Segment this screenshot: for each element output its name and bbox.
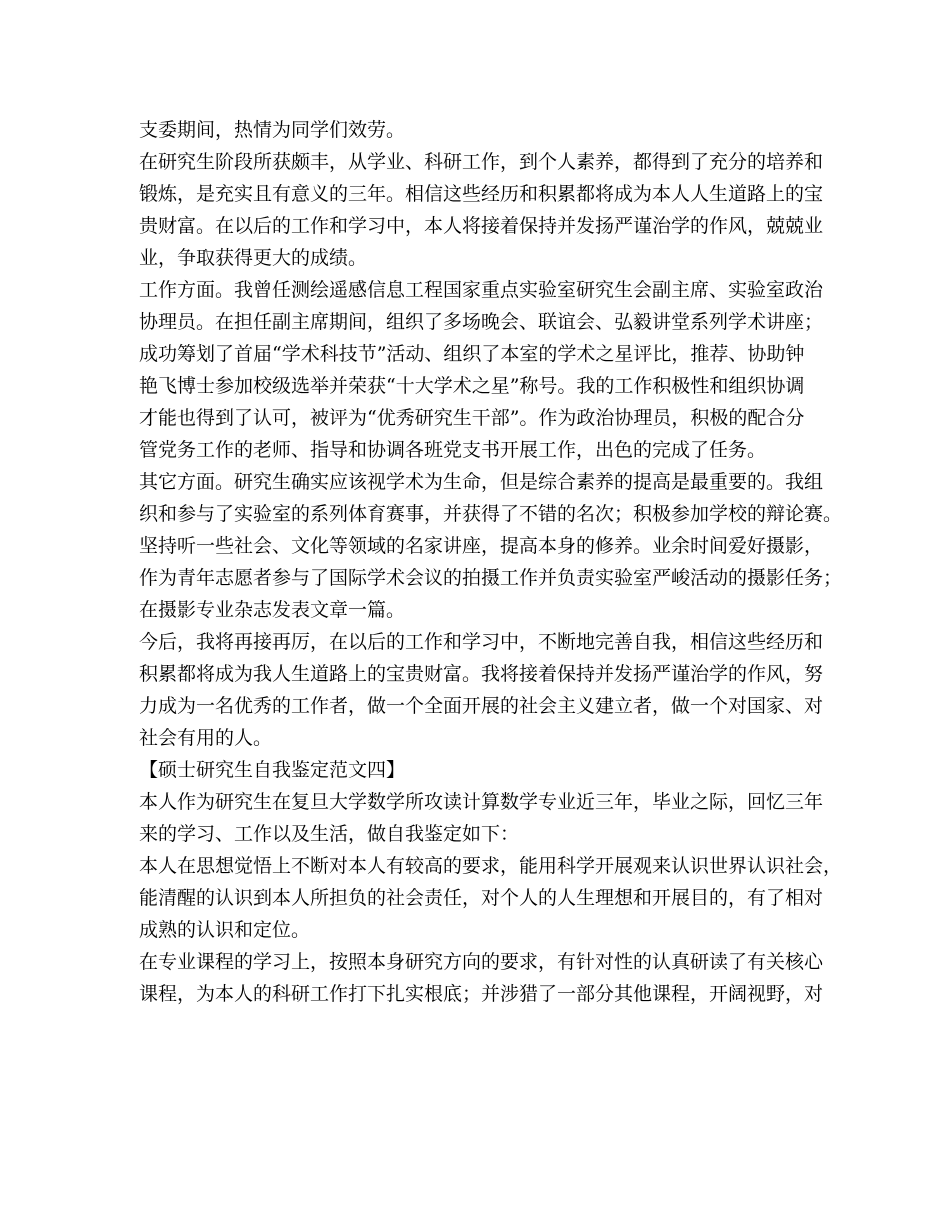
text-line: 今后，我将再接再厉，在以后的工作和学习中，不断地完善自我，相信这些经历和 (139, 631, 824, 653)
text-line: 在摄影专业杂志发表文章一篇。 (139, 599, 406, 621)
text-line: 管党务工作的老师、指导和协调各班党支书开展工作，出色的完成了任务。 (139, 439, 767, 461)
text-line: 作为青年志愿者参与了国际学术会议的拍摄工作并负责实验室严峻活动的摄影任务； (139, 567, 843, 589)
text-line: 课程，为本人的科研工作打下扎实根底；并涉猎了一部分其他课程，开阔视野，对 (139, 983, 824, 1005)
text-line: 坚持听一些社会、文化等领域的名家讲座，提高本身的修养。业余时间爱好摄影， (139, 535, 824, 557)
text-line: 贵财富。在以后的工作和学习中，本人将接着保持并发扬严谨治学的作风，兢兢业 (139, 215, 824, 237)
text-line: 艳飞博士参加校级选举并荣获“十大学术之星”称号。我的工作积极性和组织协调 (139, 375, 805, 397)
text-line: 来的学习、工作以及生活，做自我鉴定如下： (139, 823, 520, 845)
text-line: 其它方面。研究生确实应该视学术为生命，但是综合素养的提高是最重要的。我组 (139, 471, 824, 493)
text-line: 才能也得到了认可，被评为“优秀研究生干部”。作为政治协理员，积极的配合分 (139, 407, 805, 429)
text-line: 锻炼，是充实且有意义的三年。相信这些经历和积累都将成为本人人生道路上的宝 (139, 183, 824, 205)
text-line: 积累都将成为我人生道路上的宝贵财富。我将接着保持并发扬严谨治学的作风，努 (139, 663, 824, 685)
section-heading: 【硕士研究生自我鉴定范文四】 (139, 759, 406, 781)
text-line: 支委期间，热情为同学们效劳。 (139, 119, 406, 141)
text-line: 在专业课程的学习上，按照本身研究方向的要求，有针对性的认真研读了有关核心 (139, 951, 824, 973)
text-line: 成熟的认识和定位。 (139, 919, 311, 941)
text-line: 在研究生阶段所获颇丰，从学业、科研工作，到个人素养，都得到了充分的培养和 (139, 151, 824, 173)
text-line: 业，争取获得更大的成绩。 (139, 247, 368, 269)
text-line: 本人作为研究生在复旦大学数学所攻读计算数学专业近三年，毕业之际，回忆三年 (139, 791, 824, 813)
text-line: 力成为一名优秀的工作者，做一个全面开展的社会主义建立者，做一个对国家、对 (139, 695, 824, 717)
text-line: 工作方面。我曾任测绘遥感信息工程国家重点实验室研究生会副主席、实验室政治 (139, 279, 824, 301)
text-line: 能清醒的认识到本人所担负的社会责任，对个人的人生理想和开展目的，有了相对 (139, 887, 824, 909)
text-line: 本人在思想觉悟上不断对本人有较高的要求，能用科学开展观来认识世界认识社会， (139, 855, 843, 877)
text-line: 织和参与了实验室的系列体育赛事，并获得了不错的名次；积极参加学校的辩论赛。 (139, 503, 843, 525)
text-line: 社会有用的人。 (139, 727, 273, 749)
text-line: 成功筹划了首届“学术科技节”活动、组织了本室的学术之星评比，推荐、协助钟 (139, 343, 805, 365)
document-body (139, 114, 843, 1010)
text-line: 协理员。在担任副主席期间，组织了多场晚会、联谊会、弘毅讲堂系列学术讲座； (139, 311, 824, 333)
